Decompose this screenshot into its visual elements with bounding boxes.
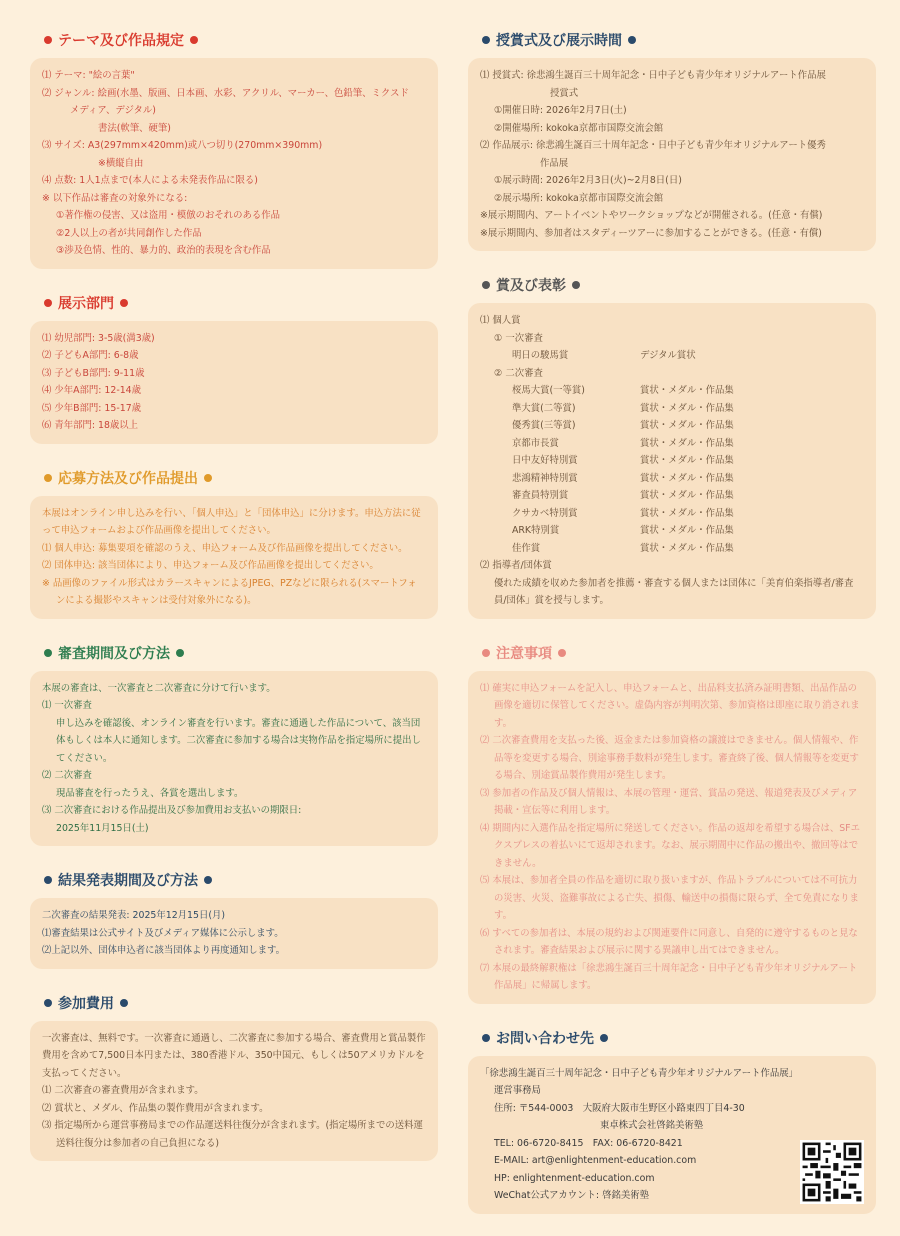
award-name: 明日の駿馬賞 <box>512 350 569 361</box>
theme-title: テーマ及び作品規定 <box>58 33 184 49</box>
theme-line: ※横縦自由 <box>98 157 144 169</box>
ceremony-box <box>468 58 876 251</box>
award-row <box>480 522 864 540</box>
award-row <box>480 452 864 470</box>
note-line: ⑸ 本展は、参加者全員の作品を適切に取り扱いますが、作品トラブルについては不可抗力の災害、火災、盗難事故による亡失、損傷、輸送中の損傷に限らず、全て免責になります。 <box>480 875 859 921</box>
division-line: ⑶ 子どもB部門: 9-11歳 <box>42 367 145 379</box>
award-row <box>480 487 864 505</box>
bullet-dot-icon <box>482 36 490 44</box>
bullet-dot-icon <box>176 649 184 657</box>
notes-box <box>468 671 876 1004</box>
award-prize: 賞状・メダル・作品集 <box>640 455 734 466</box>
bullet-dot-icon <box>44 36 52 44</box>
note-line: ⑶ 参加者の作品及び個人情報は、本展の管理・運営、賞品の発送、報道発表及びメディア掲載・宣伝等に利用します。 <box>480 787 858 816</box>
award-prize: 賞状・メダル・作品集 <box>640 507 734 519</box>
ceremony-title: 授賞式及び展示時間 <box>496 33 622 49</box>
award-prize: 賞状・メダル・作品集 <box>640 472 734 484</box>
award-name: 日中友好特別賞 <box>512 455 578 466</box>
note-line: ⑷ 期間内に入選作品を指定場所に発送してください。作品の返却を希望する場合は、SFエクスプレスの着払いにて返却されます。なお、展示期間中に作品の搬出や、撤回等はできません。 <box>480 822 860 869</box>
division-line: ⑷ 少年A部門: 12-14歳 <box>42 385 142 396</box>
application-box <box>30 496 438 619</box>
bullet-dot-icon <box>44 876 52 884</box>
contact-email[interactable]: E-MAIL: art@enlightenment-education.com <box>494 1155 697 1166</box>
review-step-3: ⑶ 二次審査における作品提出及び参加費用お支払いの期限日: <box>42 805 302 816</box>
application-intro: 本展はオンライン申し込みを行い、「個人申込」と「団体申込」に分けます。申込方法に従って申込フォームおよび作品画像を提出してください。 <box>42 507 421 536</box>
award-name: クサカベ特別賞 <box>512 507 578 519</box>
bullet-dot-icon <box>558 649 566 657</box>
bullet-dot-icon <box>120 299 128 307</box>
qr-code-icon <box>800 1140 864 1204</box>
contact-title: お問い合わせ先 <box>496 1030 594 1047</box>
application-note: ※ 品画像のファイル形式はカラースキャンによるJPEG、PZなどに限られる(スマートフォンによる撮影やスキャンは受付対象外になる)。 <box>42 577 417 606</box>
contact-tel: TEL: 06-6720-8415 FAX: 06-6720-8421 <box>494 1137 683 1149</box>
division-line: ⑹ 青年部門: 18歳以上 <box>42 420 139 431</box>
theme-line: ⑶ サイズ: A3(297mm×420mm)或八つ切り(270mm×390mm) <box>42 140 323 151</box>
ceremony-line: ②展示場所: kokoka京都市国際交流会館 <box>494 192 664 204</box>
fees-title: 参加費用 <box>58 995 114 1012</box>
award-row <box>480 435 864 453</box>
awards-second-round: ② 二次審査 <box>494 367 543 379</box>
notes-heading <box>476 641 876 665</box>
bullet-dot-icon <box>600 1034 608 1042</box>
notes-title: 注意事項 <box>496 645 552 662</box>
review-step-2: ⑵ 二次審査 <box>42 770 92 781</box>
award-row <box>480 505 864 523</box>
awards-first-round: ① 一次審査 <box>494 332 543 344</box>
awards-heading <box>476 273 876 297</box>
results-line: ⑵上記以外、団体申込者に該当団体より再度通知します。 <box>42 945 286 956</box>
award-prize: 賞状・メダル・作品集 <box>640 437 734 449</box>
award-prize: デジタル賞状 <box>640 350 696 361</box>
division-line: ⑴ 幼児部門: 3-5歳(満3歳) <box>42 332 155 344</box>
divisions-heading <box>38 291 438 315</box>
review-step-2-text: 現品審査を行ったうえ、各賞を選出します。 <box>56 787 244 799</box>
bullet-dot-icon <box>120 999 128 1007</box>
results-heading <box>38 868 438 892</box>
review-deadline: 2025年11月15日(土) <box>56 822 149 834</box>
application-line: ⑴ 個人申込: 募集要項を確認のうえ、申込フォーム及び作品画像を提出してください。 <box>42 542 408 554</box>
fees-box <box>30 1021 438 1162</box>
division-line: ⑸ 少年B部門: 15-17歳 <box>42 402 142 414</box>
bullet-dot-icon <box>44 474 52 482</box>
bullet-dot-icon <box>482 1034 490 1042</box>
ceremony-line: ②開催場所: kokoka京都市国際交流会館 <box>494 122 664 134</box>
ceremony-line: ①展示時間: 2026年2月3日(火)~2月8日(日) <box>494 175 682 186</box>
awards-group-text: 優れた成績を収めた参加者を推薦・審査する個人または団体に「美育伯楽指導者/審査員/団体」賞を授与します。 <box>494 577 854 606</box>
fees-intro: 一次審査は、無料です。一次審査に通過し、二次審査に参加する場合、審査費用と賞品製作費用を含めて7,500日本円または、380香港ドル、350中国元、もしくは50アメリカドルを支払ってください。 <box>42 1032 426 1079</box>
divisions-box <box>30 321 438 444</box>
application-title: 応募方法及び作品提出 <box>58 470 198 487</box>
application-heading <box>38 466 438 490</box>
contact-heading <box>476 1026 876 1050</box>
bullet-dot-icon <box>190 36 198 44</box>
award-name: 佳作賞 <box>512 542 541 554</box>
theme-box <box>30 58 438 269</box>
fees-line: ⑴ 二次審査の審査費用が含まれます。 <box>42 1085 204 1096</box>
award-prize: 賞状・メダル・作品集 <box>640 542 734 554</box>
theme-line: ②2人以上の者が共同創作した作品 <box>56 227 202 239</box>
theme-line: 書法(軟筆、硬筆) <box>98 122 171 134</box>
contact-address: 住所: 〒544-0003 大阪府大阪市生野区小路東四丁目4-30 <box>494 1102 745 1114</box>
award-row <box>480 382 864 400</box>
award-name: 優秀賞(三等賞) <box>512 420 576 431</box>
fees-line: ⑶ 指定場所から運営事務局までの作品運送料往復分が含まれます。(指定場所までの送料運送料往復分は参加者の自己負担になる) <box>42 1120 423 1149</box>
bullet-dot-icon <box>44 299 52 307</box>
theme-line: ※ 以下作品は審査の対象外になる: <box>42 192 188 204</box>
ceremony-line: 授賞式 <box>550 87 579 99</box>
theme-heading <box>38 28 438 52</box>
contact-office: 運営事務局 <box>494 1085 541 1096</box>
awards-group: ⑵ 指導者/団体賞 <box>480 560 552 571</box>
award-prize: 賞状・メダル・作品集 <box>640 385 734 396</box>
review-intro: 本展の審査は、一次審査と二次審査に分けて行います。 <box>42 682 276 694</box>
bullet-dot-icon <box>44 999 52 1007</box>
contact-wechat: WeChat公式アカウント: 啓銘美術塾 <box>494 1190 649 1201</box>
award-name: 悲鴻精神特別賞 <box>512 472 578 484</box>
theme-line: ①著作権の侵害、又は盗用・模倣のおそれのある作品 <box>56 210 281 221</box>
award-prize: 賞状・メダル・作品集 <box>640 420 734 431</box>
bullet-dot-icon <box>204 876 212 884</box>
award-prize: 賞状・メダル・作品集 <box>640 402 734 414</box>
bullet-dot-icon <box>628 36 636 44</box>
review-box <box>30 671 438 847</box>
ceremony-line: ⑵ 作品展示: 徐悲鴻生誕百三十周年記念・日中子ども青少年オリジナルアート優秀 <box>480 140 826 151</box>
award-row <box>480 540 864 558</box>
application-line: ⑵ 団体申込: 該当団体により、申込フォーム及び作品画像を提出してください。 <box>42 560 379 571</box>
theme-line: ⑷ 点数: 1人1点まで(本人による未発表作品に限る) <box>42 175 258 186</box>
ceremony-line: ※展示期間内、参加者はスタディーツアーに参加することができる。(任意・有償) <box>480 227 822 239</box>
contact-homepage[interactable]: HP: enlightenment-education.com <box>494 1172 655 1184</box>
results-box <box>30 898 438 969</box>
award-row <box>480 400 864 418</box>
theme-line: ⑴ テーマ: "絵の言葉" <box>42 70 135 81</box>
ceremony-line: ①開催日時: 2026年2月7日(土) <box>494 105 627 116</box>
bullet-dot-icon <box>482 281 490 289</box>
note-line: ⑵ 二次審査費用を支払った後、返金または参加資格の譲渡はできません。個人情報や、作品等を変更する場合、別途事務手数料が発生します。審査終了後、個人情報等を変更する場合、別途賞品製作費用が発生します。 <box>480 735 859 781</box>
right-column <box>468 28 876 1236</box>
ceremony-heading <box>476 28 876 52</box>
award-name: ARK特別賞 <box>512 525 560 536</box>
contact-event: 「徐悲鴻生誕百三十周年記念・日中子ども青少年オリジナルアート作品展」 <box>480 1067 799 1079</box>
review-heading <box>38 641 438 665</box>
results-line: ⑴審査結果は公式サイト及びメディア媒体に公示します。 <box>42 927 284 939</box>
award-row <box>480 470 864 488</box>
award-row <box>480 347 864 365</box>
review-step-1-text: 申し込みを確認後、オンライン審査を行います。審査に通過した作品について、該当団体もしくは本人に通知します。二次審査に参加する場合は実物作品を指定場所に提出してください。 <box>56 717 421 764</box>
awards-box <box>468 303 876 619</box>
results-title: 結果発表期間及び方法 <box>58 873 198 889</box>
award-name: 桜馬大賞(一等賞) <box>512 385 585 396</box>
results-line: 二次審査の結果発表: 2025年12月15日(月) <box>42 910 226 921</box>
awards-individual: ⑴ 個人賞 <box>480 315 521 326</box>
award-prize: 賞状・メダル・作品集 <box>640 525 734 536</box>
theme-line: メディア、デジタル) <box>70 105 156 116</box>
review-step-1: ⑴ 一次審査 <box>42 700 92 711</box>
contact-company: 東卓株式会社啓銘美術塾 <box>600 1120 704 1131</box>
bullet-dot-icon <box>482 649 490 657</box>
note-line: ⑹ すべての参加者は、本展の規約および関連要件に同意し、自発的に遵守するものと見なされます。審査結果および展示に関する異議申し出てはできません。 <box>480 927 858 956</box>
division-line: ⑵ 子どもA部門: 6-8歳 <box>42 350 139 361</box>
note-line: ⑺ 本展の最終解釈権は「徐悲鴻生誕百三十周年記念・日中子ども青少年オリジナルアート作品展」に帰属します。 <box>480 962 858 991</box>
award-name: 京都市長賞 <box>512 437 559 449</box>
fees-line: ⑵ 賞状と、メダル、作品集の製作費用が含まれます。 <box>42 1102 269 1114</box>
left-column <box>30 28 438 1183</box>
awards-title: 賞及び表彰 <box>496 278 566 294</box>
review-title: 審査期間及び方法 <box>58 645 170 662</box>
contact-box <box>468 1056 876 1214</box>
bullet-dot-icon <box>572 281 580 289</box>
theme-line: ⑵ ジャンル: 絵画(水墨、版画、日本画、水彩、アクリル、マーカー、色鉛筆、ミクスド <box>42 87 409 99</box>
bullet-dot-icon <box>44 649 52 657</box>
divisions-title: 展示部門 <box>58 295 114 312</box>
ceremony-line: ※展示期間内、アートイベントやワークショップなどが開催される。(任意・有償) <box>480 210 823 221</box>
theme-line: ③渉及色情、性的、暴力的、政治的表現を含む作品 <box>56 245 271 256</box>
award-name: 審査員特別賞 <box>512 490 569 501</box>
ceremony-line: 作品展 <box>540 157 569 169</box>
bullet-dot-icon <box>204 474 212 482</box>
award-name: 準大賞(二等賞) <box>512 402 576 414</box>
award-row <box>480 417 864 435</box>
note-line: ⑴ 確実に申込フォームを記入し、申込フォームと、出品料支払済み証明書類、出品作品の画像を適切に保管してください。虚偽内容が判明次第、参加資格は即座に取り消されます。 <box>480 682 860 729</box>
fees-heading <box>38 991 438 1015</box>
award-prize: 賞状・メダル・作品集 <box>640 490 734 501</box>
ceremony-line: ⑴ 授賞式: 徐悲鴻生誕百三十周年記念・日中子ども青少年オリジナルアート作品展 <box>480 70 826 81</box>
